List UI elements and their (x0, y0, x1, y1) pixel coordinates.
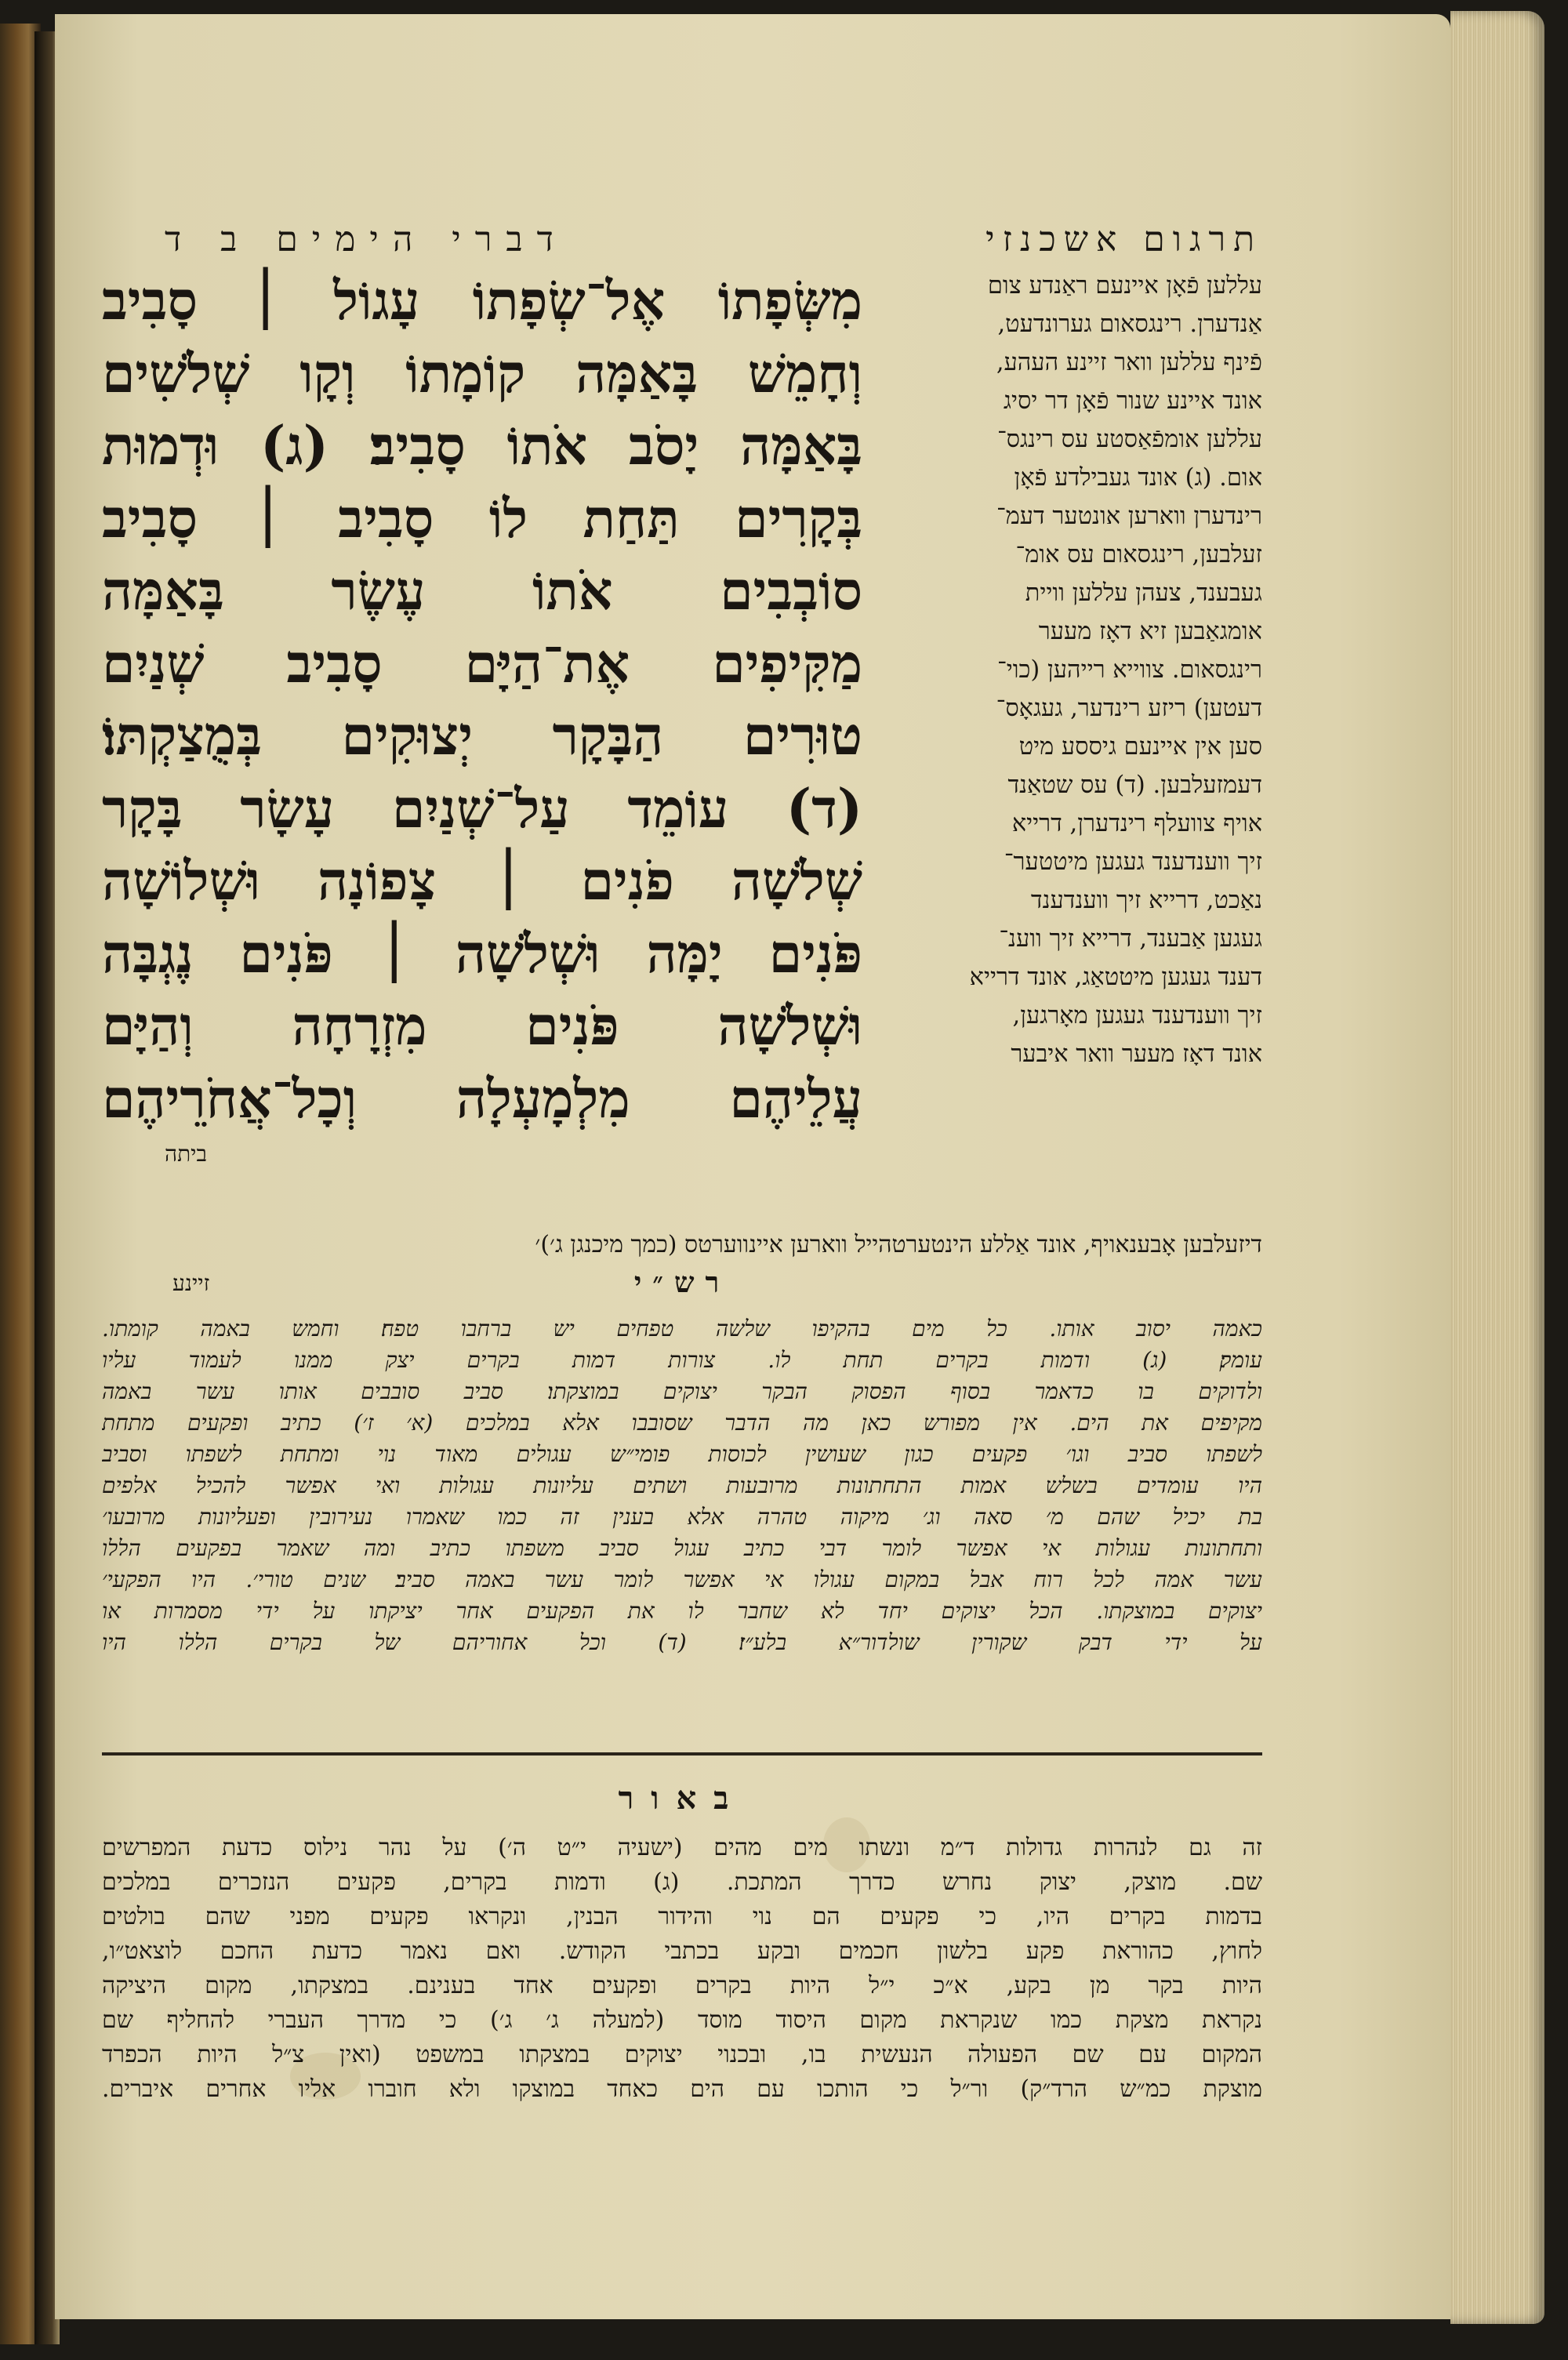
yiddish-line: אַנדערן. רינגסאום גערונדעט, (997, 310, 1262, 338)
yiddish-line: געבענד, צעהן עללען וויית (1025, 579, 1262, 607)
hebrew-verse-line: סוֹבְבִים אֹתוֹ עֶשֶׂר בָּאַמָּה (102, 560, 862, 623)
hebrew-verse-line: שְׁלֹשָׁה פֹנִים ׀ צָפוֹנָה וּשְׁלוֹשָׁה (102, 850, 862, 913)
yiddish-line: דעטען) ריזע רינדער, געגאָס־ (996, 695, 1262, 722)
yiddish-line: זיך ווענדענד געגען מאָרגען, (1012, 1002, 1262, 1029)
hebrew-verse-line: וְחָמֵשׁ בָּאַמָּה קוֹמָתוֹ וְקָו שְׁלֹשִׁים (102, 342, 862, 405)
yiddish-line: אונד דאָז מעער וואר איבער (1011, 1040, 1262, 1068)
rashi-line: לשפתו סביב וגו׳ פקעים כגון שעושין לכוסות פומי״ש עגולים מאוד נוי ומתחת לשפתו וסביב (102, 1441, 1262, 1467)
hebrew-verse-line: בָּאַמָּה יָסֹב אֹתוֹ סָבִיב׃ (ג) וּדְמוּת (102, 415, 862, 477)
yiddish-translation-column (870, 267, 1262, 1073)
biur-line: נקראת מצקת כמו שנקראת מקום היסוד מוסד (למעלה ג׳ ג׳) כי מדרך העברי להחליף שם (102, 2006, 1262, 2034)
yiddish-line: אונד איינע שנור פֿאָן דר יסיג (1003, 387, 1262, 415)
hebrew-verse-line: טוּרִים הַבָּקָר יְצוּקִים בְּמֻצַקְתּוֹ׃ (102, 705, 862, 768)
rashi-commentary (102, 1313, 1262, 1658)
yiddish-line: אויף צוועלף רינדערן, דרייא (1011, 810, 1262, 837)
biur-line: מוצקת כמ״ש הרד״ק) ור״ל כי הותכו עם הים כאחד במוצקו ולא חוברו אליו אחרים איברים. (102, 2075, 1262, 2103)
biur-line: לחוץ, כהוראת פקע בלשון חכמים ובקע בכתבי הקודש. ואם נאמר כדעת החכם לוצאט״ו, (102, 1937, 1262, 1965)
rashi-line: עשר אמה לכל רוח אבל במקום עגולו אי אפשר לומר עשר באמה סביב׃ שנים טורי׳. היו הפקעי׳ (102, 1567, 1262, 1592)
hebrew-verse-line: מַקִּיפִים אֶת־הַיָּם סָבִיב שְׁנַיִם (102, 632, 862, 695)
yiddish-line: געגען אַבענד, דרייא זיך ווענ־ (999, 925, 1262, 953)
running-head-right: תרגום אשכנזי (985, 220, 1262, 260)
hebrew-verse-line: וּשְׁלֹשָׁה פֹּנִים מִזְרָחָה וְהַיָּם (102, 995, 862, 1058)
yiddish-line: זיך ווענדענד געגען מיטטער־ (1004, 848, 1262, 876)
biur-line: בדמות בקרים היו, כי פקעים הם נוי והידור הבנין, ונקראו פקעים מפני שהם בולטים (102, 1903, 1262, 1930)
running-head-left: דברי הימים ב ד (165, 220, 568, 260)
catchword-yiddish: זיינע (172, 1270, 210, 1296)
yiddish-line: אומגאַבען זיא דאָז מעער (1038, 618, 1262, 645)
rashi-line: ותחתונות עגולות אי אפשר לומר דבי כתיב עגול סביב משפתו כתיב ומה שאמר בפקעים הללו (102, 1535, 1262, 1561)
hebrew-verse-line: פֹּנִים יָמָּה וּשְׁלֹשָׁה ׀ פֹּנִים נֶגְבָּה (102, 922, 862, 986)
yiddish-line: אום. (ג) אונד געבילדע פֿאָן (1014, 464, 1262, 492)
rashi-line: יצוקים במוצקתו. הכל יצוקים יחד לא שחבר לו את הפקעים אחר יציקתו על ידי מסמרות או (102, 1598, 1262, 1624)
hebrew-verse-line: בְּקָרִים תַּחַת לוֹ סָבִיב ׀ סָבִיב (102, 487, 862, 550)
yiddish-line: רינגסאום. צווייא רייהען (כוי־ (997, 656, 1262, 684)
biur-line: המקום עם שם הפעולה הנעשית בו, ובכנוי יצוקים במצקתו במשפט (ואין צ״ל היות הכפרד (102, 2041, 1262, 2068)
biur-line: היות בקר מן בקע, א״כ י״ל היות בקרים ופקעים אחד בענינם. במצקתו, מקום היציקה (102, 1972, 1262, 1999)
yiddish-line: דענד געגען מיטטאַג, אונד דרייא (969, 964, 1262, 991)
rashi-title: רש״י (633, 1266, 731, 1299)
catchword-hebrew: ביתה (165, 1141, 208, 1167)
yiddish-line: סען אין איינעם גיססע מיט (1018, 733, 1262, 761)
rashi-line: ולדוקים בו כדאמר בסוף הפסוק הבקר יצוקים במוצקתו׃ סביב סובבים אותו עשר באמה (102, 1378, 1262, 1404)
yiddish-line: זעלבען, רינגסאום עס אומ־ (1015, 541, 1262, 568)
yiddish-line: דעמזעלבען. (ד) עס שטאַנד (1007, 772, 1262, 799)
page-block-edge (1450, 11, 1544, 2324)
biur-line: שם. מוצק, יצוק נחרש כדרך המתכת. (ג) ודמות בקרים, פקעים הנזכרים במלכים (102, 1868, 1262, 1896)
hebrew-verse-line: (ד) עוֹמֵד עַל־שְׁנַיִם עָשָׂר בָּקָר (102, 777, 862, 841)
biur-commentary (102, 1831, 1262, 2107)
rashi-line: על ידי דבק שקורין שולדור״א בלע״ז׃ (ד) וכל אחוריהם של בקרים הללו היו (102, 1629, 1262, 1655)
rashi-line: מקיפים את הים. אין מפורש כאן מה הדבר שסובבו אלא במלכים (א׳ ז׳) כתיב ופקעים מתחת (102, 1410, 1262, 1436)
yiddish-line: נאַכט, דרייא זיך ווענדענד (1030, 887, 1262, 914)
hebrew-text-column (102, 265, 862, 1135)
rashi-line: בת יכיל שהם מ׳ סאה וג׳ מיקוה טהרה אלא בענין זה כמו שאמרו נעירובין ופעליונות מרובעו׳ (102, 1504, 1262, 1530)
rashi-line: עומק׃ (ג) ודמות בקרים תחת לו. צורות דמות בקרים יצק ממנו לעמוד עליו (102, 1347, 1262, 1373)
yiddish-line: רינדערן ווארען אונטער דעמ־ (996, 503, 1262, 530)
rashi-line: כאמה יסוב אותו. כל מים בהקיפו שלשה טפחים יש ברחבו טפח׃ וחמש באמה קומתו. (102, 1316, 1262, 1342)
hebrew-verse-line: עֲלֵיהֶם מִלְמָעְלָה וְכָל־אֲחֹרֵיהֶם (102, 1067, 862, 1131)
yiddish-line: עללען אומפֿאַסטע עס רינגס־ (996, 426, 1262, 453)
hebrew-verse-line: מִשְּׂפָתוֹ אֶל־שְׂפָתוֹ עָגוֹל ׀ סָבִיב (102, 270, 862, 332)
yiddish-line: עללען פֿאָן איינעם ראַנדע צום (987, 272, 1262, 300)
section-divider (102, 1752, 1262, 1755)
yiddish-line: פֿינף עללען וואר זיינע העהע, (996, 349, 1262, 376)
yiddish-continuation-line: דיזעלבען אָבענאויף, אונד אַללע הינטערטהייל ווארען איינווערטס (כמך מיכנגן ג׳)׳ (535, 1231, 1262, 1258)
biur-title: באור (618, 1780, 746, 1817)
rashi-line: היו עומדים בשלש אמות התחתונות מרובעות ושתים עליונות עגולות ואי אפשר להכיל אלפים (102, 1472, 1262, 1498)
biur-line: זה גם לנהרות גדולות ד״מ ונשתו מים מהים (ישעיה י״ט ה׳) על נהר נילוס כדעת המפרשים (102, 1834, 1262, 1861)
